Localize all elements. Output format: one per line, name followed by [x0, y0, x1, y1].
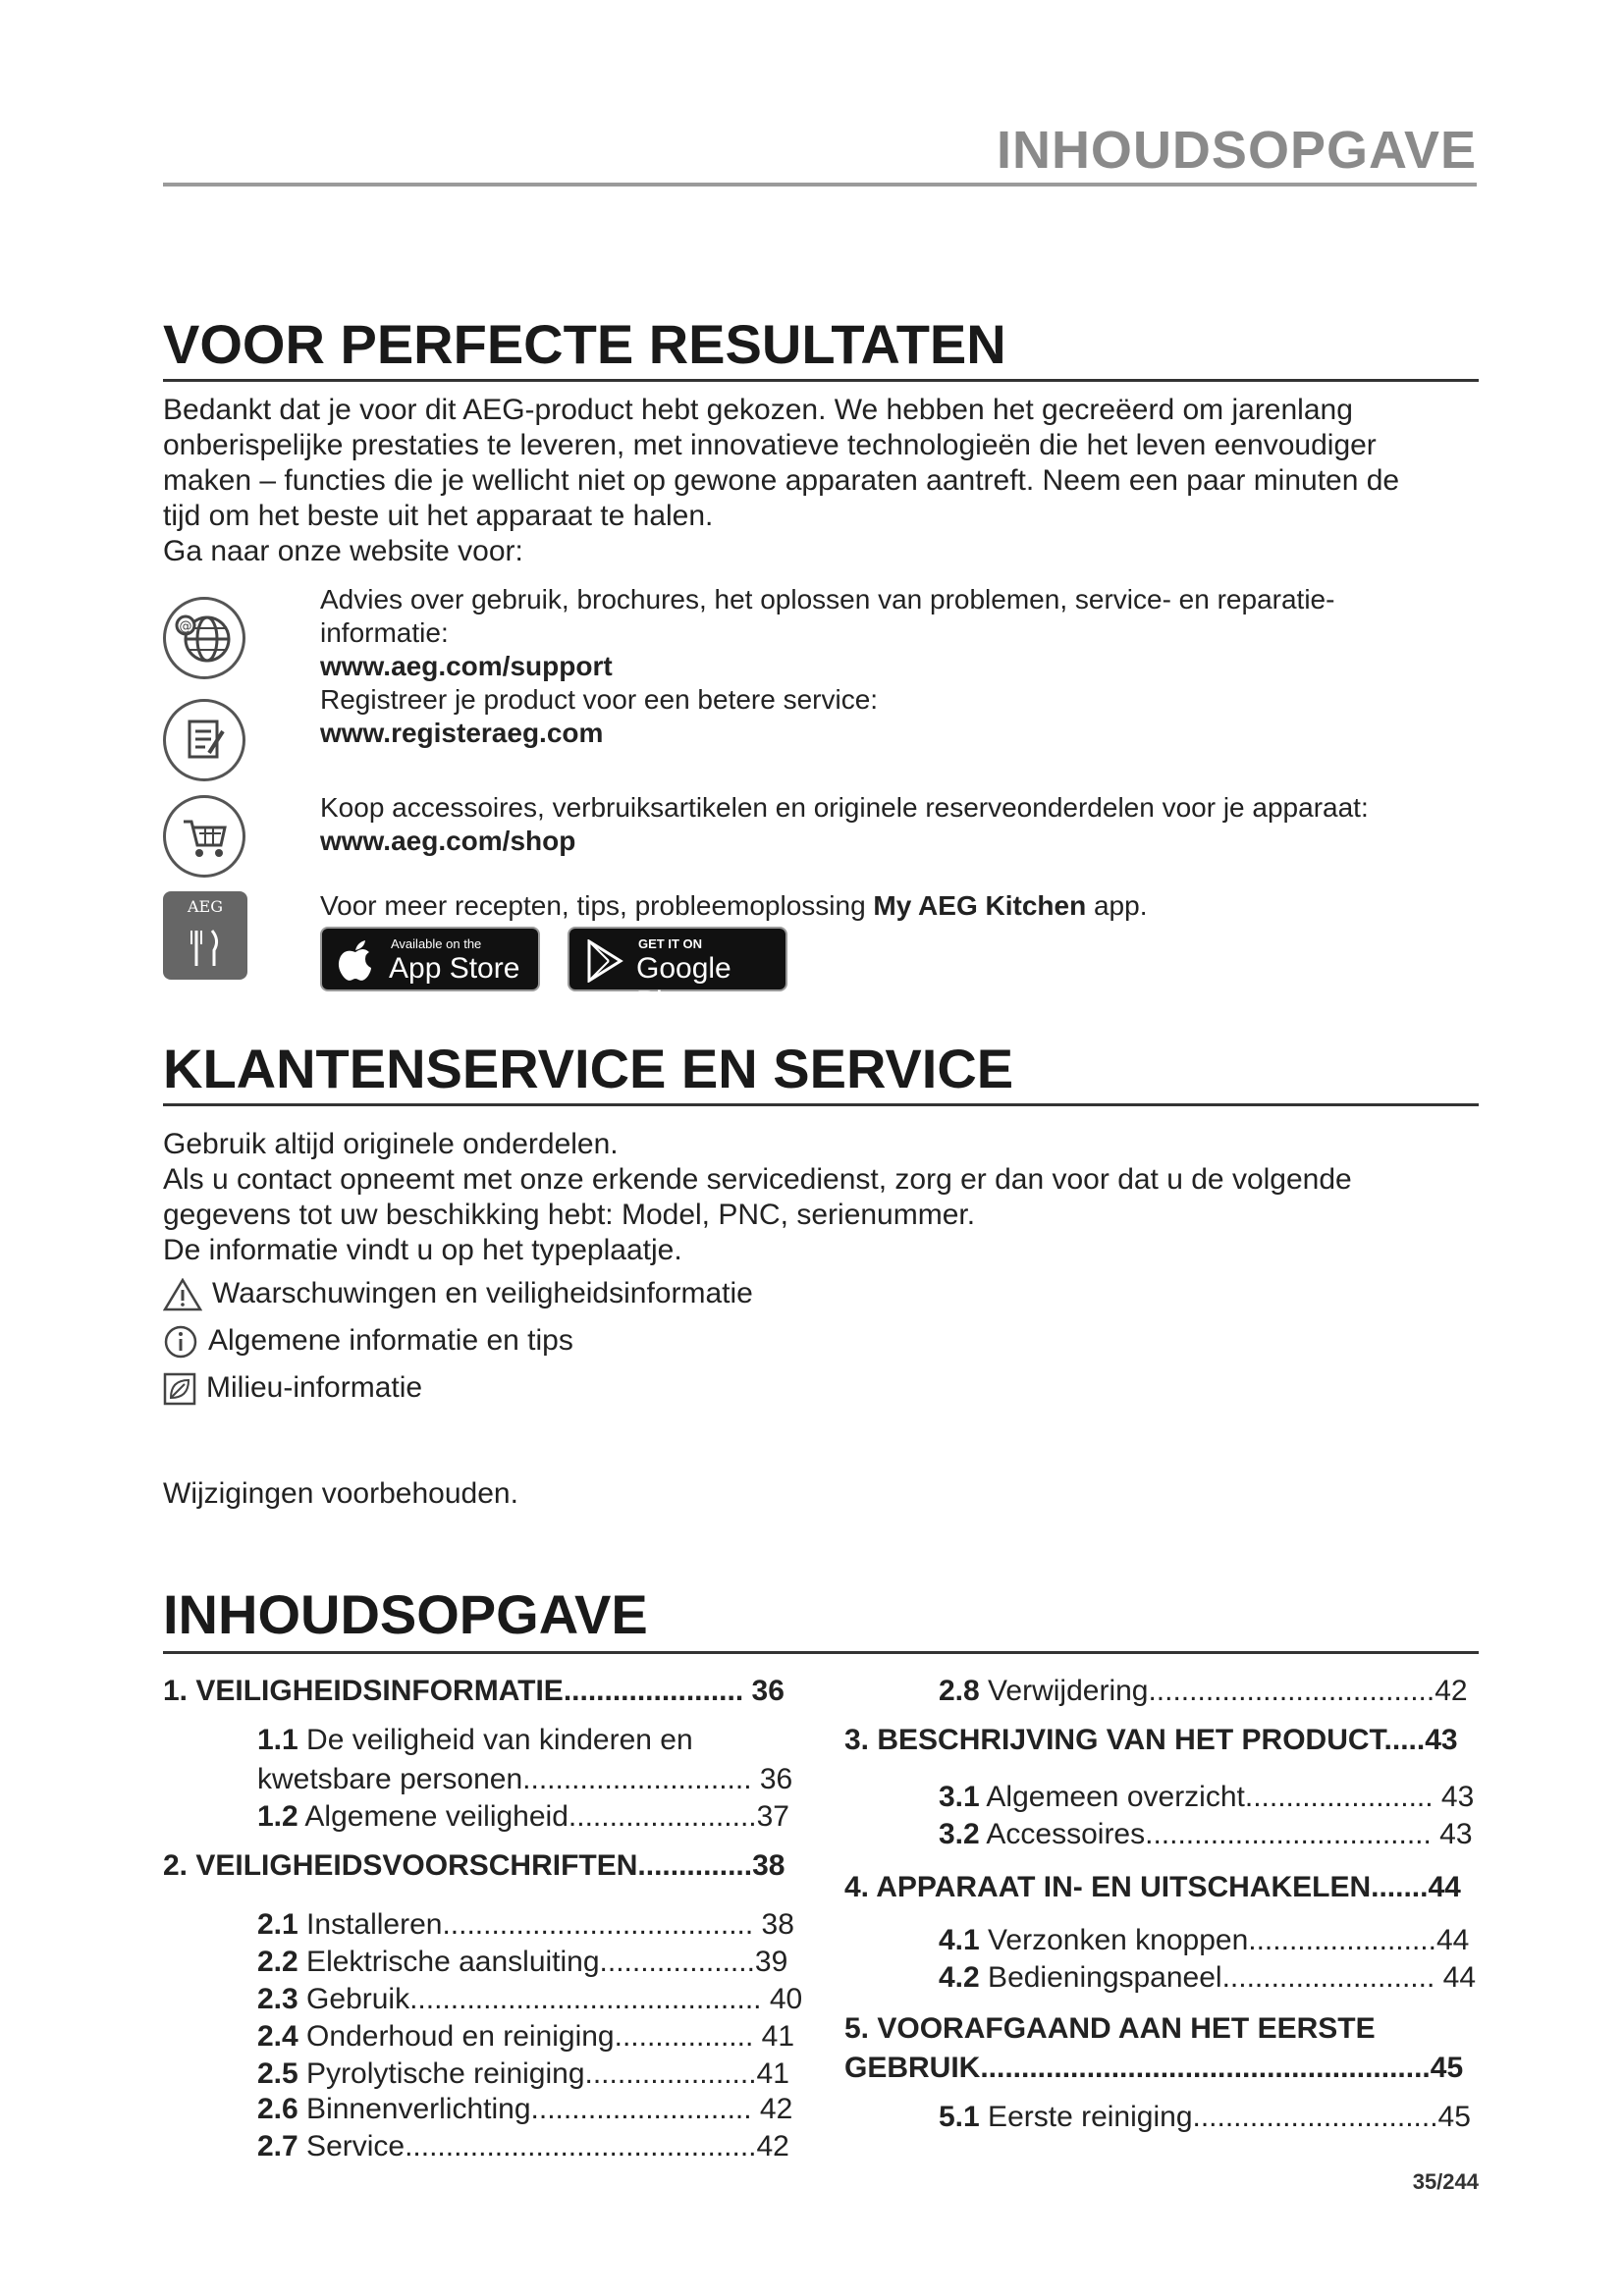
- toc-entry-2-7[interactable]: 2.7 Service...........................................42: [257, 2130, 789, 2163]
- legend-environment-text: Milieu-informatie: [206, 1371, 423, 1404]
- register-link[interactable]: www.registeraeg.com: [320, 718, 604, 748]
- aeg-app-icon: [163, 891, 247, 980]
- app-info: [320, 889, 1479, 923]
- intro-line: onberispelijke prestaties te leveren, met innovatieve technologieën die het leven eenvoudiger: [163, 429, 1377, 461]
- app-store-button[interactable]: [320, 927, 540, 991]
- support-text: Advies over gebruik, brochures, het oplossen van problemen, service- en reparatie-: [320, 584, 1335, 614]
- app-store-label: App Store: [389, 952, 520, 985]
- toc-entry-2-2[interactable]: 2.2 Elektrische aansluiting...................39: [257, 1946, 788, 1978]
- changes-notice: Wijzigingen voorbehouden.: [163, 1477, 518, 1510]
- section-divider: [163, 1651, 1479, 1654]
- service-line: De informatie vindt u op het typeplaatje.: [163, 1234, 682, 1266]
- warning-icon: [163, 1278, 202, 1311]
- header-divider: [163, 183, 1477, 187]
- shopping-cart-icon: [163, 795, 245, 878]
- shop-link[interactable]: www.aeg.com/shop: [320, 826, 576, 856]
- toc-entry-3-2[interactable]: 3.2 Accessoires................................... 43: [939, 1818, 1473, 1850]
- aeg-logo-text: AEG: [187, 897, 223, 916]
- legend-environment: [163, 1370, 422, 1406]
- toc-entry-4[interactable]: 4. APPARAAT IN- EN UITSCHAKELEN.......44: [844, 1871, 1461, 1903]
- toc-entry-2-1[interactable]: 2.1 Installeren...................................... 38: [257, 1908, 794, 1941]
- toc-entry-1-2[interactable]: 1.2 Algemene veiligheid.......................37: [257, 1800, 789, 1833]
- shop-text: Koop accessoires, verbruiksartikelen en originele reserveonderdelen voor je apparaat:: [320, 792, 1369, 823]
- legend-warning: [163, 1276, 753, 1311]
- toc-entry-4-2[interactable]: 4.2 Bedieningspaneel.......................... 44: [939, 1961, 1477, 1994]
- service-line: Als u contact opneemt met onze erkende servicedienst, zorg er dan voor dat u de volgende: [163, 1163, 1352, 1196]
- intro-paragraph: [163, 393, 1498, 569]
- service-paragraph: [163, 1127, 1498, 1268]
- section-divider: [163, 1103, 1479, 1106]
- shop-info: [320, 791, 1479, 858]
- intro-line: tijd om het beste uit het apparaat te halen.: [163, 500, 714, 532]
- page-number: 35/244: [1412, 2169, 1479, 2194]
- legend-info: [163, 1323, 573, 1360]
- toc-entry-1-1-cont[interactable]: kwetsbare personen............................ 36: [257, 1763, 793, 1795]
- google-play-button[interactable]: [568, 927, 787, 1018]
- legend-info-text: Algemene informatie en tips: [208, 1324, 573, 1357]
- app-store-small: Available on the: [391, 936, 482, 951]
- apple-icon: [336, 938, 375, 984]
- toc-entry-5[interactable]: 5. VOORAFGAAND AAN HET EERSTE: [844, 2012, 1376, 2045]
- play-icon: [585, 939, 624, 983]
- toc-entry-4-1[interactable]: 4.1 Verzonken knoppen.......................44: [939, 1924, 1470, 1956]
- legend-warning-text: Waarschuwingen en veiligheidsinformatie: [212, 1277, 753, 1309]
- page-header-title: INHOUDSOPGAVE: [996, 121, 1477, 180]
- toc-entry-2[interactable]: 2. VEILIGHEIDSVOORSCHRIFTEN..............38: [163, 1849, 785, 1882]
- register-text: Registreer je product voor een betere service:: [320, 684, 879, 715]
- google-play-label: Google Play: [636, 952, 731, 1018]
- app-text: app.: [1086, 890, 1148, 921]
- toc-entry-5-cont[interactable]: GEBRUIK.......................................................45: [844, 2052, 1464, 2084]
- register-form-icon: [163, 699, 245, 781]
- toc-title: INHOUDSOPGAVE: [163, 1583, 648, 1645]
- info-icon: [163, 1324, 198, 1360]
- service-line: gegevens tot uw beschikking hebt: Model, PNC, serienummer.: [163, 1199, 976, 1231]
- toc-entry-2-6[interactable]: 2.6 Binnenverlichting........................... 42: [257, 2093, 793, 2125]
- toc-entry-1-1[interactable]: 1.1 De veiligheid van kinderen en: [257, 1724, 693, 1756]
- google-play-small: GET IT ON: [638, 936, 702, 951]
- service-line: Gebruik altijd originele onderdelen.: [163, 1128, 619, 1160]
- toc-entry-3[interactable]: 3. BESCHRIJVING VAN HET PRODUCT.....43: [844, 1724, 1458, 1756]
- app-text: Voor meer recepten, tips, probleemoplossing: [320, 890, 874, 921]
- support-link[interactable]: www.aeg.com/support: [320, 651, 613, 681]
- toc-entry-1[interactable]: 1. VEILIGHEIDSINFORMATIE...................... 36: [163, 1675, 785, 1707]
- section-title-perfect-results: VOOR PERFECTE RESULTATEN: [163, 313, 1006, 375]
- support-text: informatie:: [320, 617, 449, 648]
- intro-line: Bedankt dat je voor dit AEG-product hebt gekozen. We hebben het gecreëerd om jarenlang: [163, 394, 1353, 426]
- intro-line: maken – functies die je wellicht niet op gewone apparaten aantreft. Neem een paar minuten de: [163, 464, 1400, 497]
- toc-entry-2-3[interactable]: 2.3 Gebruik........................................... 40: [257, 1983, 803, 2015]
- toc-entry-2-4[interactable]: 2.4 Onderhoud en reiniging................. 41: [257, 2020, 795, 2053]
- section-divider: [163, 379, 1479, 382]
- svg-text:@: @: [179, 619, 192, 634]
- toc-entry-3-1[interactable]: 3.1 Algemeen overzicht....................... 43: [939, 1781, 1475, 1813]
- toc-entry-2-5[interactable]: 2.5 Pyrolytische reiniging.....................41: [257, 2057, 789, 2090]
- globe-icon: [163, 597, 245, 679]
- app-name: My AEG Kitchen: [873, 890, 1087, 921]
- toc-entry-5-1[interactable]: 5.1 Eerste reiniging..............................45: [939, 2101, 1471, 2133]
- toc-entry-2-8[interactable]: 2.8 Verwijdering...................................42: [939, 1675, 1468, 1707]
- support-info: [320, 583, 1479, 750]
- leaf-icon: [163, 1372, 196, 1406]
- intro-line: Ga naar onze website voor:: [163, 535, 523, 567]
- section-title-customer-service: KLANTENSERVICE EN SERVICE: [163, 1038, 1014, 1099]
